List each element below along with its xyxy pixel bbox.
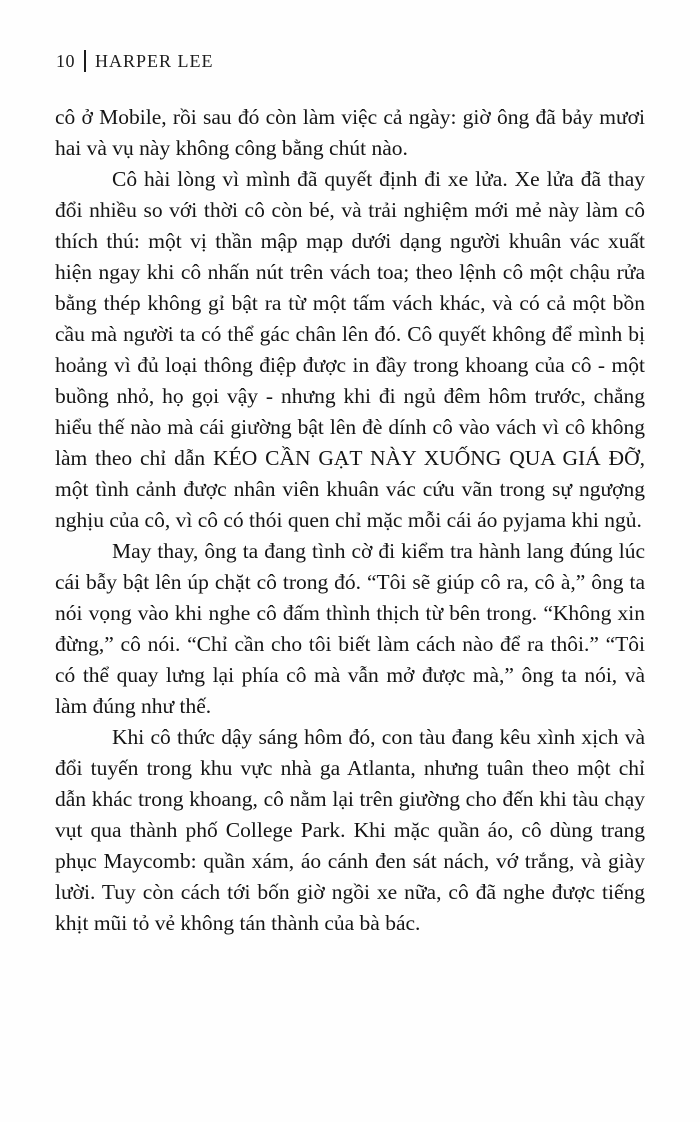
paragraph: Khi cô thức dậy sáng hôm đó, con tàu đang kêu xình xịch và đổi tuyến trong khu vực nhà ga Atlanta, nhưng tuân theo một chỉ dẫn khác trong khoang, cô nằm lại trên giường cho đến khi tàu chạy vụt qua thành phố College Park. Khi mặc quần áo, cô dùng trang phục Maycomb: quần xám, áo cánh đen sát nách, vớ trắng, và giày lười. Tuy còn cách tới bốn giờ ngồi xe nữa, cô đã nghe được tiếng khịt mũi tỏ vẻ không tán thành của bà bác. <box>55 725 645 935</box>
page-body <box>55 102 645 939</box>
running-header <box>56 50 214 72</box>
running-author: HARPER LEE <box>95 50 214 71</box>
page-number: 10 <box>56 50 75 71</box>
paragraph: Cô hài lòng vì mình đã quyết định đi xe lửa. Xe lửa đã thay đổi nhiều so với thời cô còn bé, và trải nghiệm mới mẻ này làm cô thích thú: một vị thần mập mạp dưới dạng người khuân vác xuất hiện ngay khi cô nhấn nút trên vách toa; theo lệnh cô một chậu rửa bằng thép không gỉ bật ra từ một tấm vách khác, và có cả một bồn cầu mà người ta có thể gác chân lên đó. Cô quyết không để mình bị hoảng vì đủ loại thông điệp được in đầy trong khoang của cô - một buồng nhỏ, họ gọi vậy - nhưng khi đi ngủ đêm hôm trước, chẳng hiểu thế nào mà cái giường bật lên đè dính cô vào vách vì cô không làm theo chỉ dẫn KÉO CẦN GẠT NÀY XUỐNG QUA GIÁ ĐỠ, một tình cảnh được nhân viên khuân vác cứu vãn trong sự ngượng nghịu của cô, vì cô có thói quen chỉ mặc mỗi cái áo pyjama khi ngủ. <box>55 167 645 532</box>
paragraph-continuation: cô ở Mobile, rồi sau đó còn làm việc cả ngày: giờ ông đã bảy mươi hai và vụ này không công bằng chút nào. <box>55 105 645 160</box>
paragraph: May thay, ông ta đang tình cờ đi kiểm tra hành lang đúng lúc cái bẫy bật lên úp chặt cô trong đó. “Tôi sẽ giúp cô ra, cô à,” ông ta nói vọng vào khi nghe cô đấm thình thịch từ bên trong. “Không xin đừng,” cô nói. “Chỉ cần cho tôi biết làm cách nào để ra thôi.” “Tôi có thể quay lưng lại phía cô mà vẫn mở được mà,” ông ta nói, và làm đúng như thế. <box>55 539 645 718</box>
header-separator-rule <box>84 50 86 72</box>
